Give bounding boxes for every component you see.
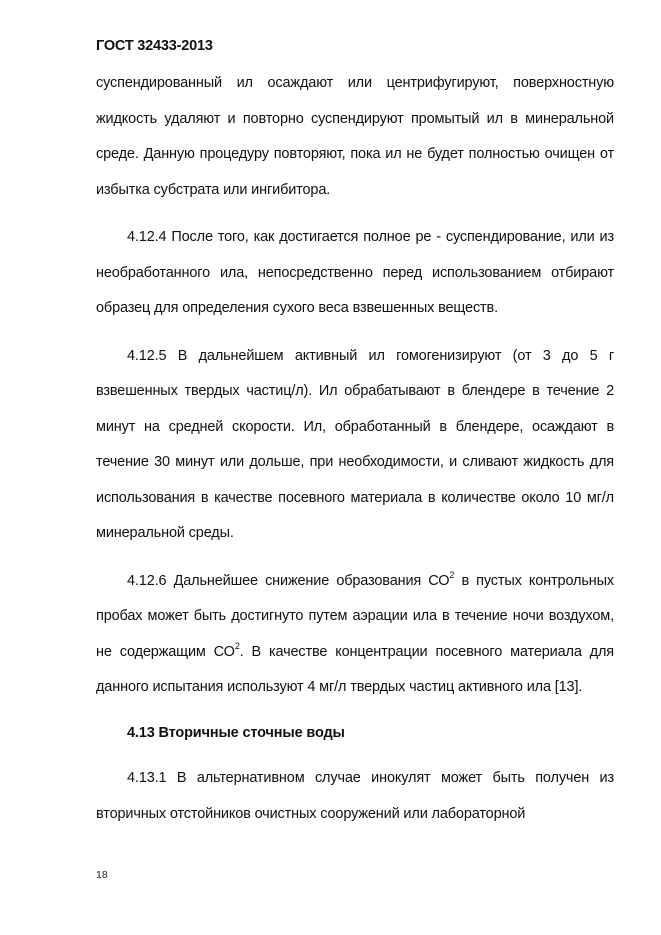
paragraph-continuation: суспендированный ил осаждают или центрифугируют, поверхностную жидкость удаляют и повторно суспендируют промытый ил в минеральной среде. Данную процедуру повторяют, пока ил не будет полностью очищен от избытка субстрата или ингибитора. <box>96 75 614 198</box>
paragraph-4-12-6-text-3: . В качестве концентрации посевного материала для данного испытания используют 4 мг/л твердых частиц активного ила [13]. <box>96 643 615 695</box>
paragraph-spacer <box>96 706 614 716</box>
paragraph-spacer <box>96 327 614 339</box>
document-header: ГОСТ 32433-2013 <box>96 38 213 54</box>
document-body <box>96 66 614 832</box>
paragraph-spacer <box>96 208 614 220</box>
paragraph-spacer <box>96 751 614 761</box>
superscript-2: 2 <box>234 640 240 651</box>
paragraph-4-13-1: 4.13.1 В альтернативном случае инокулят может быть получен из вторичных отстойников очистных сооружений или лабораторной <box>96 770 614 822</box>
superscript-2: 2 <box>449 569 455 580</box>
paragraph-4-12-4: 4.12.4 После того, как достигается полное ре - суспендирование, или из необработанного ила, непосредственно перед использованием отбирают образец для определения сухого веса взвешенных веществ. <box>96 229 614 316</box>
paragraph-4-12-6-text-2: в пустых контрольных пробах может быть достигнуто путем аэрации ила в течение ночи воздухом, не содержащим СО <box>96 572 614 660</box>
paragraph-4-12-6 <box>96 564 614 706</box>
section-heading-4-13: 4.13 Вторичные сточные воды <box>127 724 345 741</box>
paragraph-spacer <box>96 552 614 564</box>
page-number: 18 <box>96 869 108 881</box>
paragraph-4-12-6-text-1: 4.12.6 Дальнейшее снижение образования СО <box>127 572 450 589</box>
paragraph-4-12-5: 4.12.5 В дальнейшем активный ил гомогенизируют (от 3 до 5 г взвешенных твердых частиц/л). Ил обрабатывают в блендере в течение 2 минут на средней скорости. Ил, обработанный в блендере, осаждают в течение 30 минут или дольше, при необходимости, и сливают жидкость для использования в качестве посевного материала в количестве около 10 мг/л минеральной среды. <box>96 347 614 541</box>
